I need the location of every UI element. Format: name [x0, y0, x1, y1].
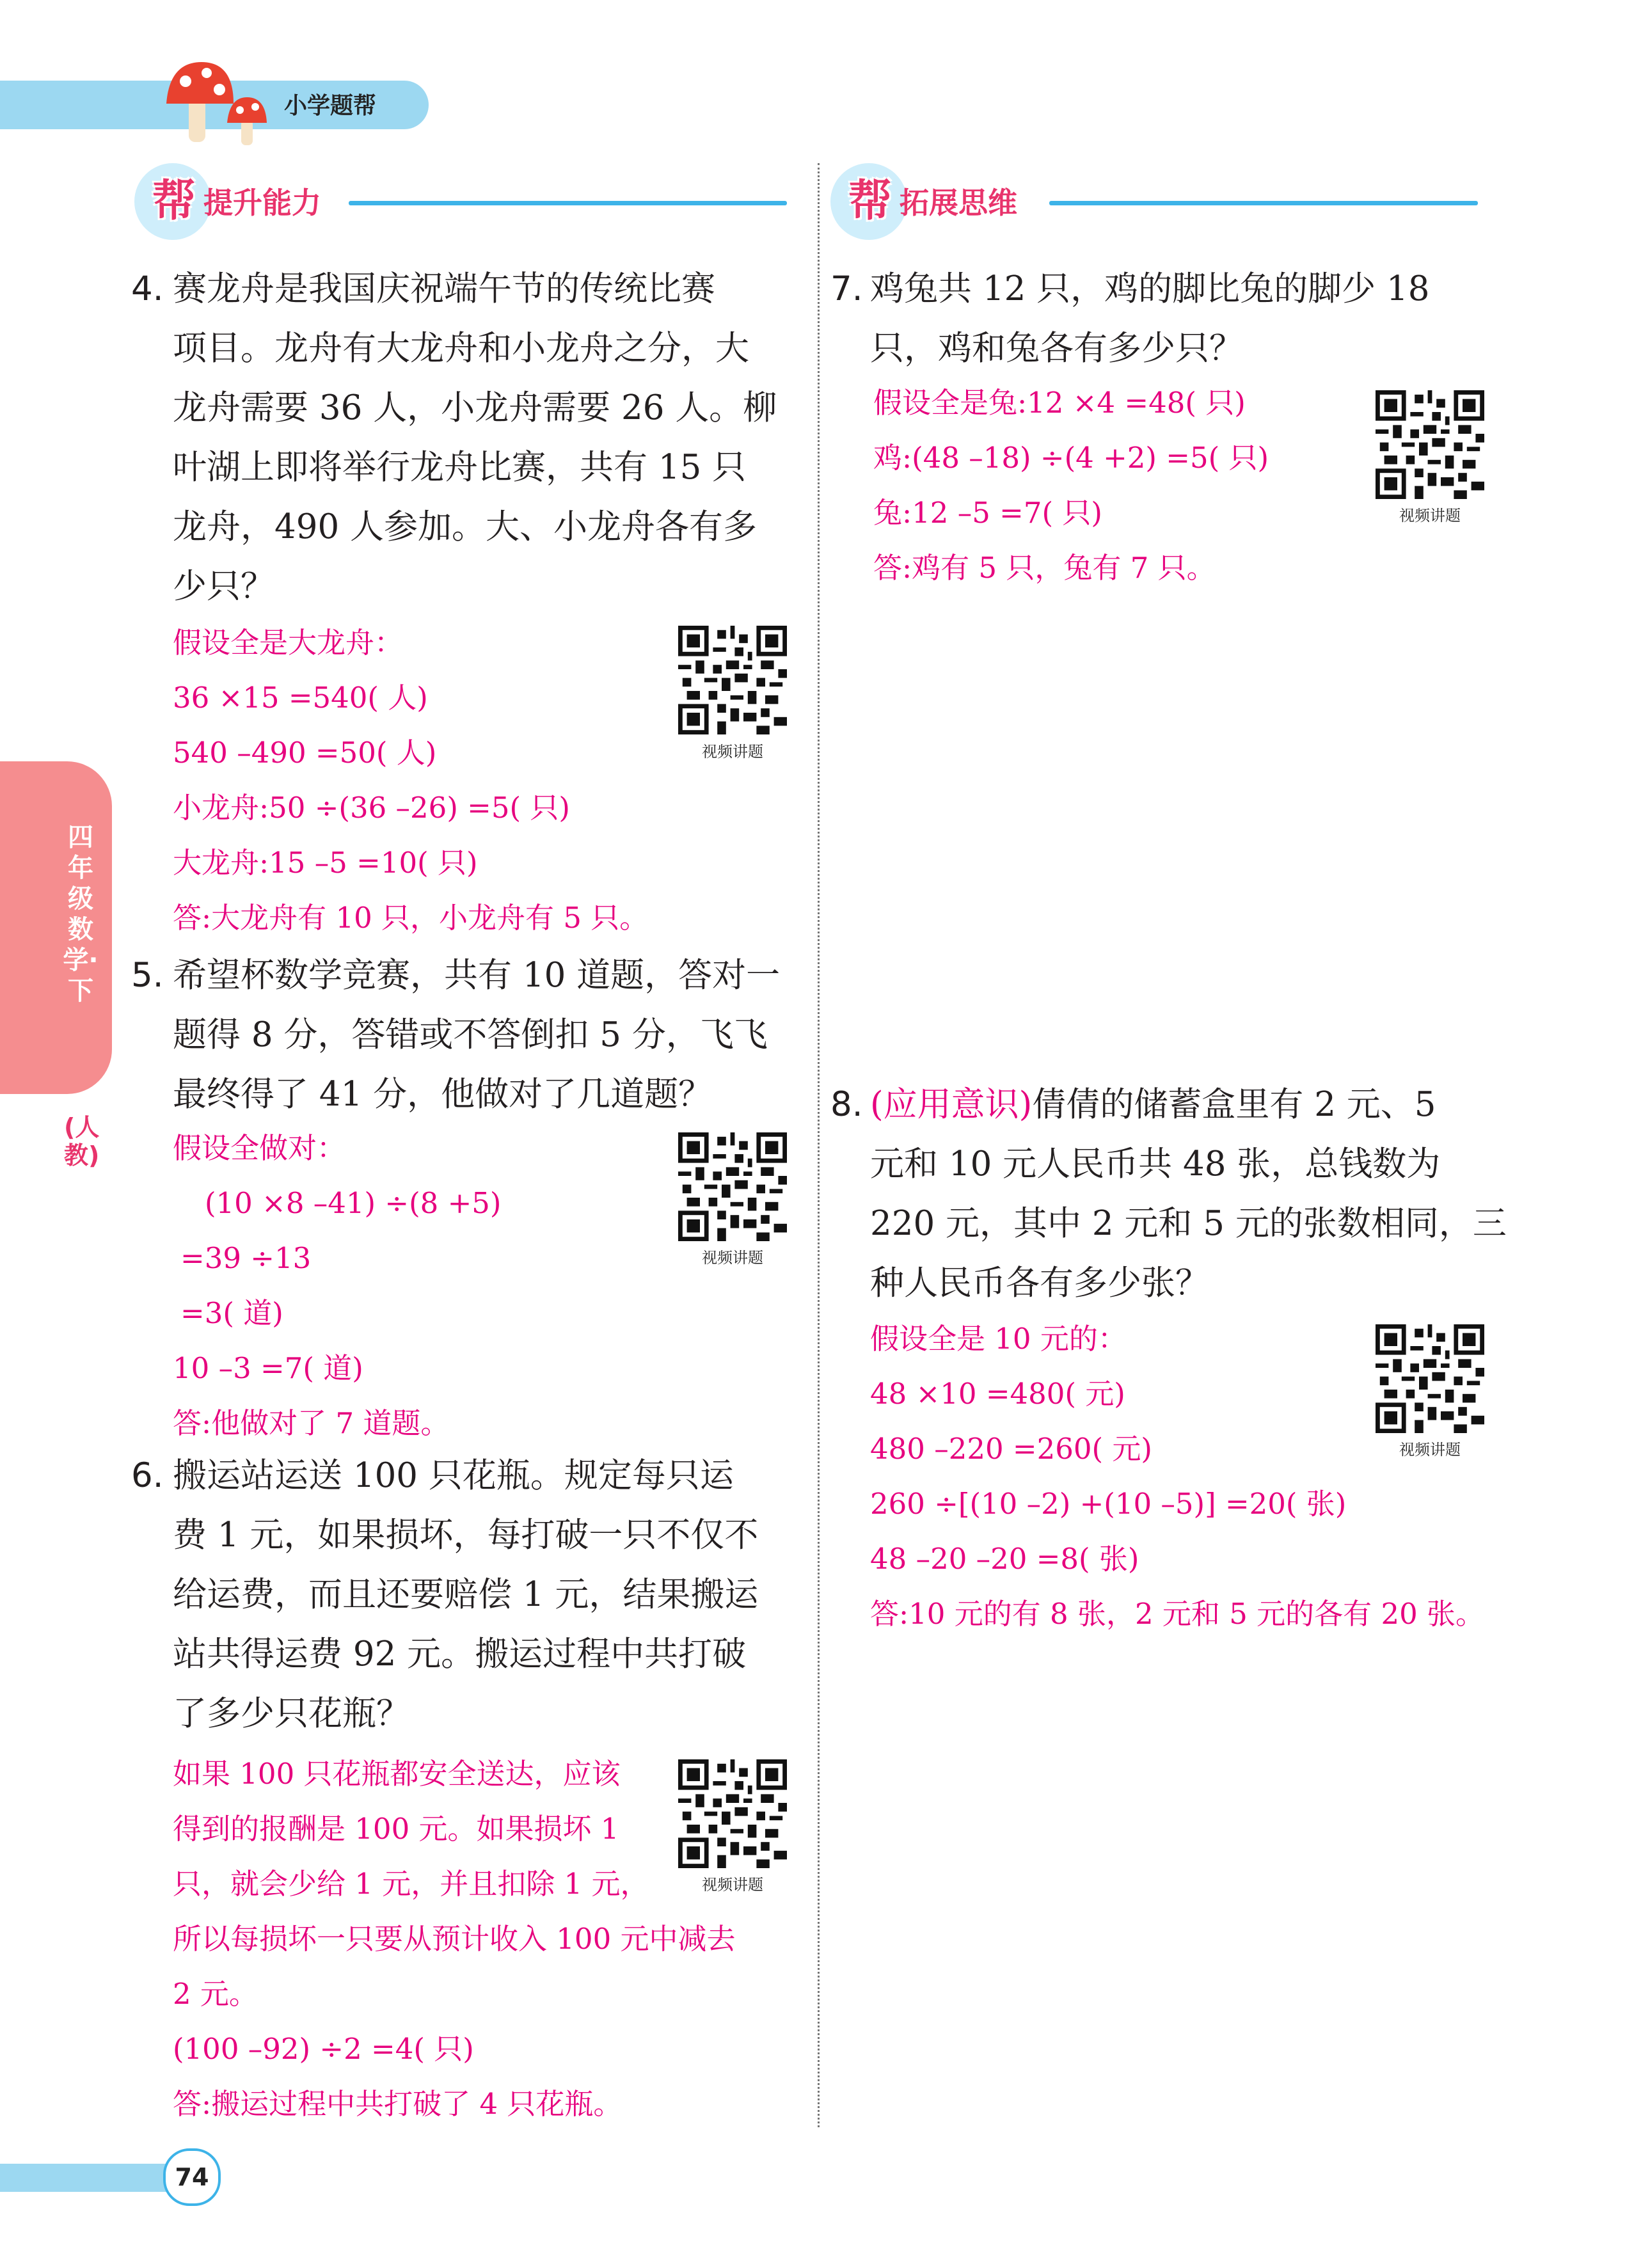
question-number: 6. — [131, 1456, 164, 1495]
question-7-answer — [873, 376, 1269, 596]
column-divider — [818, 163, 820, 2127]
question-line: 给运费，而且还要赔偿 1 元，结果搬运 — [173, 1575, 759, 1614]
answer-line: 假设全做对： — [173, 1131, 346, 1165]
answer-line: 只，就会少给 1 元，并且扣除 1 元， — [173, 1867, 649, 1901]
question-line: 题得 8 分，答错或不答倒扣 5 分，飞飞 — [173, 1015, 768, 1054]
question-line: 项目。龙舟有大龙舟和小龙舟之分，大 — [173, 329, 749, 368]
footer-band — [0, 2164, 186, 2192]
qr-code-icon[interactable] — [678, 1759, 787, 1868]
qr-code-icon[interactable] — [678, 1132, 787, 1241]
question-line: 龙舟，490 人参加。大、小龙舟各有多 — [173, 507, 758, 546]
qr-caption: 视频讲题 — [1399, 1441, 1461, 1459]
qr-caption: 视频讲题 — [1399, 507, 1461, 525]
answer-line: 答:大龙舟有 10 只，小龙舟有 5 只。 — [173, 901, 649, 935]
answer-line: 假设全是兔:12 ×4 =48( 只) — [873, 386, 1246, 420]
side-tab-edition: (人教) — [64, 1113, 100, 1170]
qr-code-icon[interactable] — [1376, 390, 1484, 499]
question-number: 4. — [131, 269, 164, 308]
answer-line: =39 ÷13 — [180, 1241, 312, 1275]
question-6-answer — [173, 1747, 736, 2132]
answer-line: 48 –20 –20 =8( 张) — [870, 1542, 1139, 1576]
answer-line: (10 ×8 –41) ÷(8 +5) — [205, 1186, 502, 1220]
section-underline — [349, 201, 787, 205]
answer-line: 48 ×10 =480( 元) — [870, 1377, 1125, 1411]
question-line: 费 1 元，如果损坏，每打破一只不仅不 — [173, 1516, 759, 1555]
answer-line: 假设全是大龙舟： — [173, 626, 404, 660]
answer-line: 小龙舟:50 ÷(36 –26) =5( 只) — [173, 791, 570, 825]
question-number: 8. — [830, 1085, 863, 1124]
qr-caption: 视频讲题 — [702, 1249, 763, 1267]
brand-title: 小学题帮 — [284, 93, 377, 119]
question-5-answer — [173, 1121, 501, 1451]
question-line: 了多少只花瓶？ — [173, 1694, 410, 1733]
question-line: 站共得运费 92 元。搬运过程中共打破 — [173, 1635, 747, 1674]
answer-line: 得到的报酬是 100 元。如果损坏 1 — [173, 1812, 619, 1846]
answer-line: 答:他做对了 7 道题。 — [173, 1406, 450, 1440]
question-4-text — [173, 259, 777, 616]
question-7-text — [870, 259, 1429, 378]
page-number: 74 — [163, 2148, 221, 2206]
question-line-text: 倩倩的储蓄盒里有 2 元、5 — [1032, 1085, 1436, 1124]
section-badge-char: 帮 — [152, 176, 196, 226]
question-line: 元和 10 元人民币共 48 张，总钱数为 — [870, 1145, 1441, 1184]
answer-line: 10 –3 =7( 道) — [173, 1351, 363, 1385]
question-6-text — [173, 1446, 758, 1743]
question-line: 赛龙舟是我国庆祝端午节的传统比赛 — [173, 269, 715, 308]
question-8-text — [870, 1075, 1507, 1313]
question-line: 少只？ — [173, 567, 274, 606]
answer-line: 36 ×15 =540( 人) — [173, 681, 428, 715]
question-tag: (应用意识) — [870, 1085, 1033, 1124]
section-badge-char: 帮 — [848, 176, 892, 226]
question-line: 最终得了 41 分，他做对了几道题？ — [173, 1075, 713, 1114]
answer-line: 兔:12 –5 =7( 只) — [873, 496, 1102, 530]
answer-line: 260 ÷[(10 –2) +(10 –5)] =20( 张) — [870, 1487, 1347, 1521]
question-line: 希望杯数学竞赛，共有 10 道题，答对一 — [173, 956, 781, 995]
question-line: 龙舟需要 36 人，小龙舟需要 26 人。柳 — [173, 388, 777, 427]
answer-line: 480 –220 =260( 元) — [870, 1432, 1152, 1466]
question-line: 220 元，其中 2 元和 5 元的张数相同，三 — [870, 1204, 1507, 1243]
mushroom-logo-icon — [163, 59, 285, 148]
qr-code-icon[interactable] — [1376, 1324, 1484, 1433]
answer-line: 2 元。 — [173, 1977, 258, 2011]
question-number: 7. — [830, 269, 863, 308]
answer-line: 答:鸡有 5 只，兔有 7 只。 — [873, 551, 1216, 585]
answer-line: (100 –92) ÷2 =4( 只) — [173, 2032, 474, 2066]
answer-line: 答:搬运过程中共打破了 4 只花瓶。 — [173, 2087, 623, 2121]
answer-line: 假设全是 10 元的： — [870, 1322, 1127, 1356]
question-line — [870, 1075, 1507, 1134]
question-line: 搬运站运送 100 只花瓶。规定每只运 — [173, 1456, 734, 1495]
question-line: 鸡兔共 12 只，鸡的脚比兔的脚少 18 — [870, 269, 1430, 308]
question-number: 5. — [131, 956, 164, 995]
section-title-improve: 提升能力 — [203, 186, 321, 220]
answer-line: 鸡:(48 –18) ÷(4 +2) =5( 只) — [873, 441, 1269, 475]
answer-line: =3( 道) — [180, 1296, 283, 1330]
question-4-answer — [173, 615, 648, 946]
answer-line: 答:10 元的有 8 张，2 元和 5 元的各有 20 张。 — [870, 1597, 1485, 1631]
qr-caption: 视频讲题 — [702, 1876, 763, 1894]
answer-line: 如果 100 只花瓶都安全送达，应该 — [173, 1757, 621, 1791]
qr-code-icon[interactable] — [678, 626, 787, 734]
answer-line: 540 –490 =50( 人) — [173, 736, 437, 770]
section-title-expand: 拓展思维 — [900, 186, 1017, 220]
question-line: 种人民币各有多少张？ — [870, 1264, 1209, 1303]
answer-line: 所以每损坏一只要从预计收入 100 元中减去 — [173, 1922, 736, 1956]
question-5-text — [173, 946, 780, 1124]
answer-line: 大龙舟:15 –5 =10( 只) — [173, 846, 478, 880]
side-tab-label: 四年级数学·下 — [63, 823, 99, 1006]
question-line: 只，鸡和兔各有多少只？ — [870, 329, 1243, 368]
section-underline — [1049, 201, 1478, 205]
qr-caption: 视频讲题 — [702, 743, 763, 761]
question-line: 叶湖上即将举行龙舟比赛，共有 15 只 — [173, 448, 747, 487]
